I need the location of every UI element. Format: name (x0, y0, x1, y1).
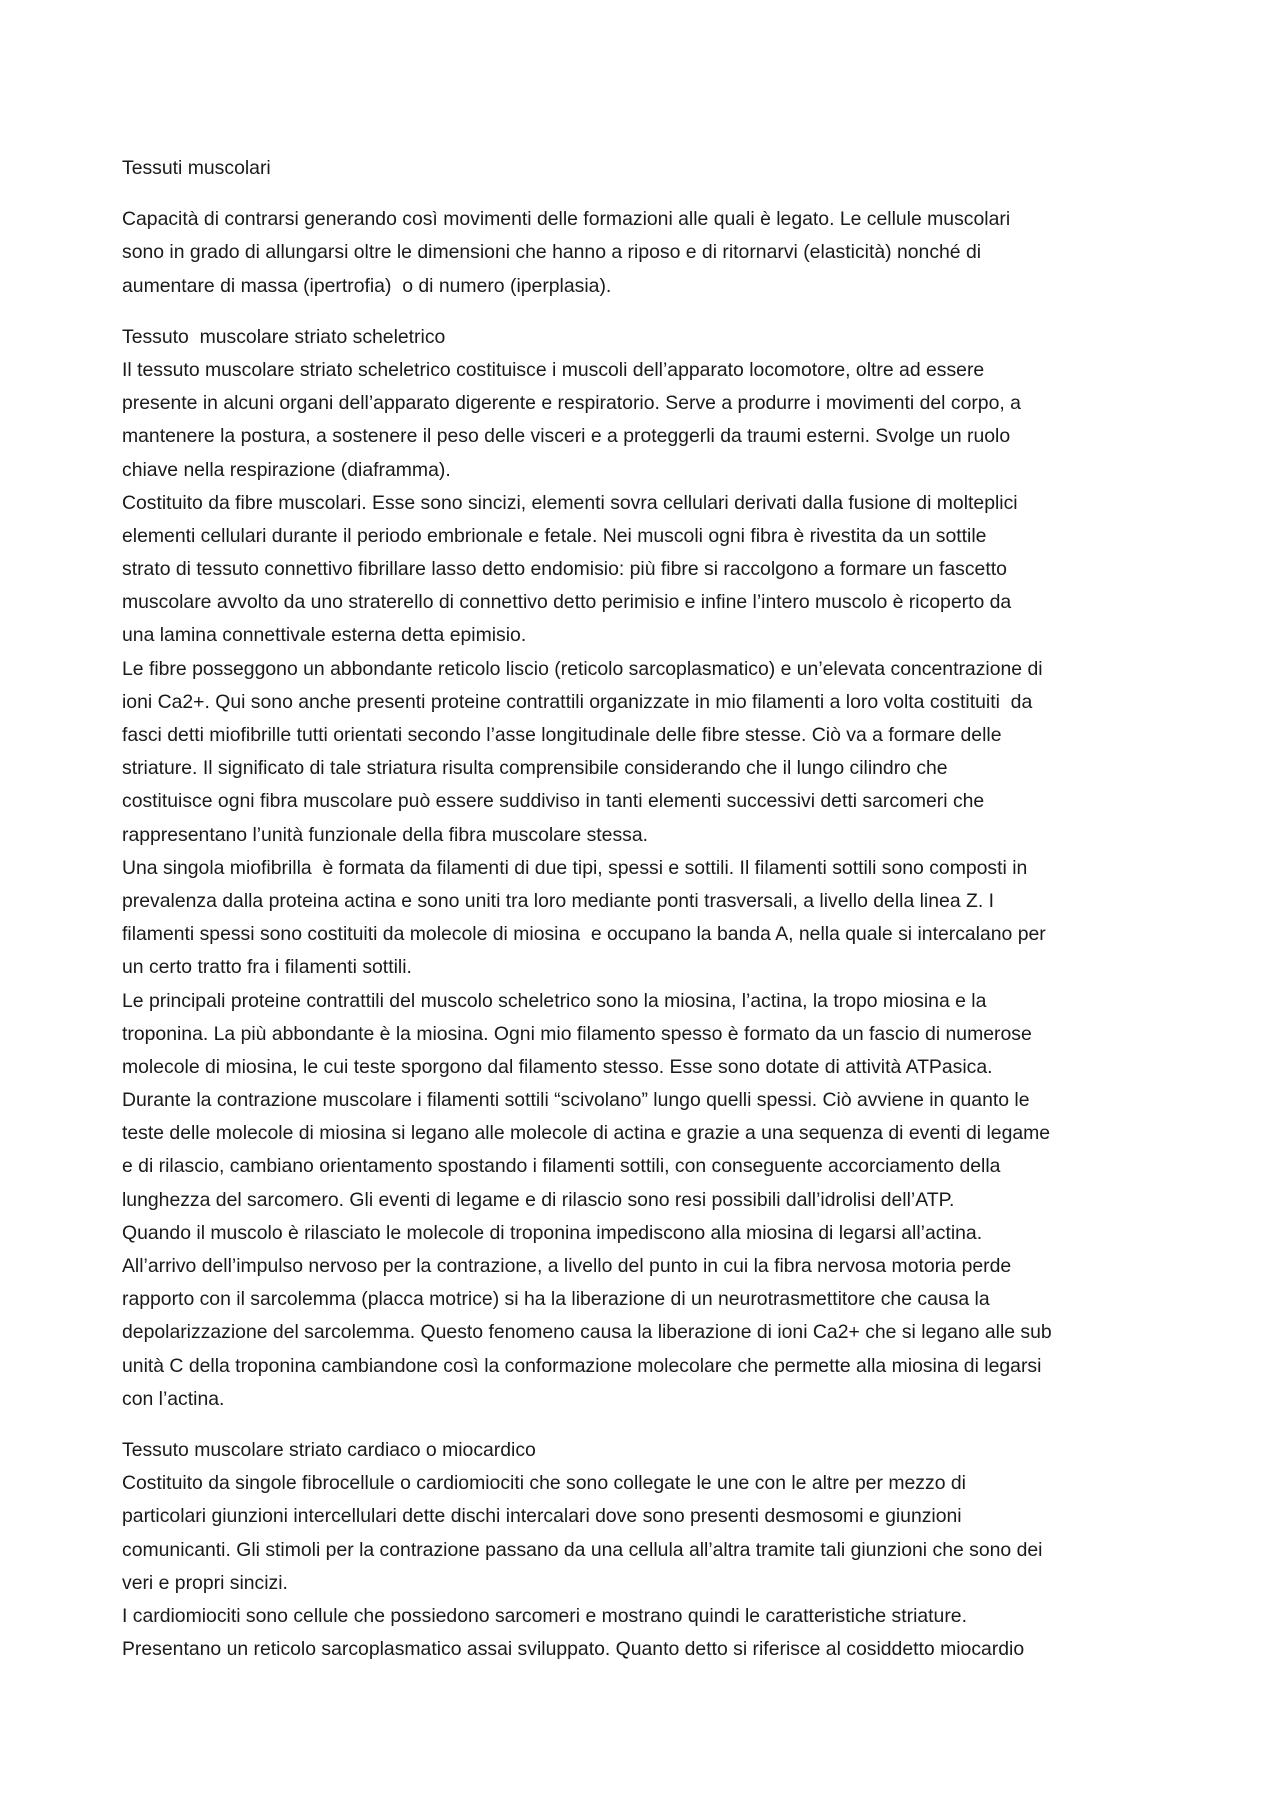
text-line: e di rilascio, cambiano orientamento spostando i filamenti sottili, con conseguente accorciamento della (122, 1155, 1001, 1178)
text-line: con l’actina. (122, 1387, 225, 1410)
text-line: Il tessuto muscolare striato scheletrico costituisce i muscoli dell’apparato locomotore, oltre ad essere (122, 358, 985, 381)
text-line: un certo tratto fra i filamenti sottili. (122, 956, 412, 979)
text-line: lunghezza del sarcomero. Gli eventi di legame e di rilascio sono resi possibili dall’idrolisi dell’ATP. (122, 1188, 955, 1211)
text-line: mantenere la postura, a sostenere il peso delle visceri e a proteggerli da traumi esterni. Svolge un ruolo (122, 425, 1011, 448)
text-line: particolari giunzioni intercellulari dette dischi intercalari dove sono presenti desmosomi e giunzioni (122, 1505, 962, 1528)
paragraph-spacer (122, 185, 1172, 203)
section-heading: Tessuto muscolare striato scheletrico (122, 325, 446, 348)
text-line: rapporto con il sarcolemma (placca motrice) si ha la liberazione di un neurotrasmettitore che causa la (122, 1288, 990, 1311)
text-line: elementi cellulari durante il periodo embrionale e fetale. Nei muscoli ogni fibra è rivestita da un sottile (122, 524, 987, 547)
text-line: strato di tessuto connettivo fibrillare lasso detto endomisio: più fibre si raccolgono a formare un fascetto (122, 558, 1007, 581)
text-line: I cardiomiociti sono cellule che possiedono sarcomeri e mostrano quindi le caratteristiche striature. (122, 1604, 967, 1627)
paragraph-spacer (122, 1416, 1172, 1434)
text-line: Costituito da singole fibrocellule o cardiomiociti che sono collegate le une con le altre per mezzo di (122, 1472, 966, 1495)
section-skeletal (122, 321, 1172, 1416)
text-line: ioni Ca2+. Qui sono anche presenti proteine contrattili organizzate in mio filamenti a loro volta costituiti da (122, 690, 1033, 713)
paragraph-spacer (122, 303, 1172, 321)
text-line: Durante la contrazione muscolare i filamenti sottili “scivolano” lungo quelli spessi. Ciò avviene in quanto le (122, 1089, 1030, 1112)
text-line: Presentano un reticolo sarcoplasmatico assai sviluppato. Quanto detto si riferisce al cosiddetto miocardio (122, 1638, 1025, 1661)
text-line: troponina. La più abbondante è la miosina. Ogni mio filamento spesso è formato da un fascio di numerose (122, 1022, 1032, 1045)
text-line: muscolare avvolto da uno straterello di connettivo detto perimisio e infine l’intero muscolo è ricoperto da (122, 591, 1012, 614)
document-body (122, 152, 1172, 1666)
text-line: Le principali proteine contrattili del muscolo scheletrico sono la miosina, l’actina, la tropo miosina e la (122, 989, 987, 1012)
text-line: Le fibre posseggono un abbondante reticolo liscio (reticolo sarcoplasmatico) e un’elevata concentrazione di (122, 657, 1043, 680)
text-line: teste delle molecole di miosina si legano alle molecole di actina e grazie a una sequenza di eventi di legame (122, 1122, 1051, 1145)
text-line: prevalenza dalla proteina actina e sono uniti tra loro mediante ponti trasversali, a livello della linea Z. I (122, 889, 994, 912)
text-line: depolarizzazione del sarcolemma. Questo fenomeno causa la liberazione di ioni Ca2+ che si legano alle sub (122, 1321, 1052, 1344)
text-line: Una singola miofibrilla è formata da filamenti di due tipi, spessi e sottili. Il filamenti sottili sono composti in (122, 856, 1028, 879)
intro-paragraph (122, 203, 1172, 303)
text-line: presente in alcuni organi dell’apparato digerente e respiratorio. Serve a produrre i movimenti del corpo, a (122, 392, 1021, 415)
text-line: rappresentano l’unità funzionale della fibra muscolare stessa. (122, 823, 649, 846)
section-heading: Tessuto muscolare striato cardiaco o miocardico (122, 1438, 536, 1461)
text-line: comunicanti. Gli stimoli per la contrazione passano da una cellula all’altra tramite tali giunzioni che sono dei (122, 1538, 1043, 1561)
text-line: unità C della troponina cambiandone così la conformazione molecolare che permette alla miosina di legarsi (122, 1354, 1042, 1377)
text-line: All’arrivo dell’impulso nervoso per la contrazione, a livello del punto in cui la fibra nervosa motoria perde (122, 1255, 1012, 1277)
text-line: veri e propri sincizi. (122, 1571, 288, 1594)
section-cardiac (122, 1434, 1172, 1666)
text-line: Costituito da fibre muscolari. Esse sono sincizi, elementi sovra cellulari derivati dalla fusione di molteplici (122, 491, 1018, 514)
text-line: costituisce ogni fibra muscolare può essere suddiviso in tanti elementi successivi detti sarcomeri che (122, 790, 985, 813)
text-line: Capacità di contrarsi generando così movimenti delle formazioni alle quali è legato. Le cellule muscolari (122, 208, 1011, 231)
text-line: aumentare di massa (ipertrofia) o di numero (iperplasia). (122, 274, 612, 297)
text-line: chiave nella respirazione (diaframma). (122, 458, 451, 481)
text-line: una lamina connettivale esterna detta epimisio. (122, 624, 527, 647)
text-line: fasci detti miofibrille tutti orientati secondo l’asse longitudinale delle fibre stesse. Ciò va a formare delle (122, 724, 1002, 746)
document-title: Tessuti muscolari (122, 157, 271, 179)
text-line: Quando il muscolo è rilasciato le molecole di troponina impediscono alla miosina di legarsi all’actina. (122, 1221, 983, 1244)
text-line: filamenti spessi sono costituiti da molecole di miosina e occupano la banda A, nella quale si intercalano per (122, 923, 1046, 946)
text-line: striature. Il significato di tale striatura risulta comprensibile considerando che il lungo cilindro che (122, 757, 948, 780)
text-line: molecole di miosina, le cui teste sporgono dal filamento stesso. Esse sono dotate di attività ATPasica. (122, 1055, 993, 1078)
text-line: sono in grado di allungarsi oltre le dimensioni che hanno a riposo e di ritornarvi (elasticità) nonché di (122, 241, 982, 264)
